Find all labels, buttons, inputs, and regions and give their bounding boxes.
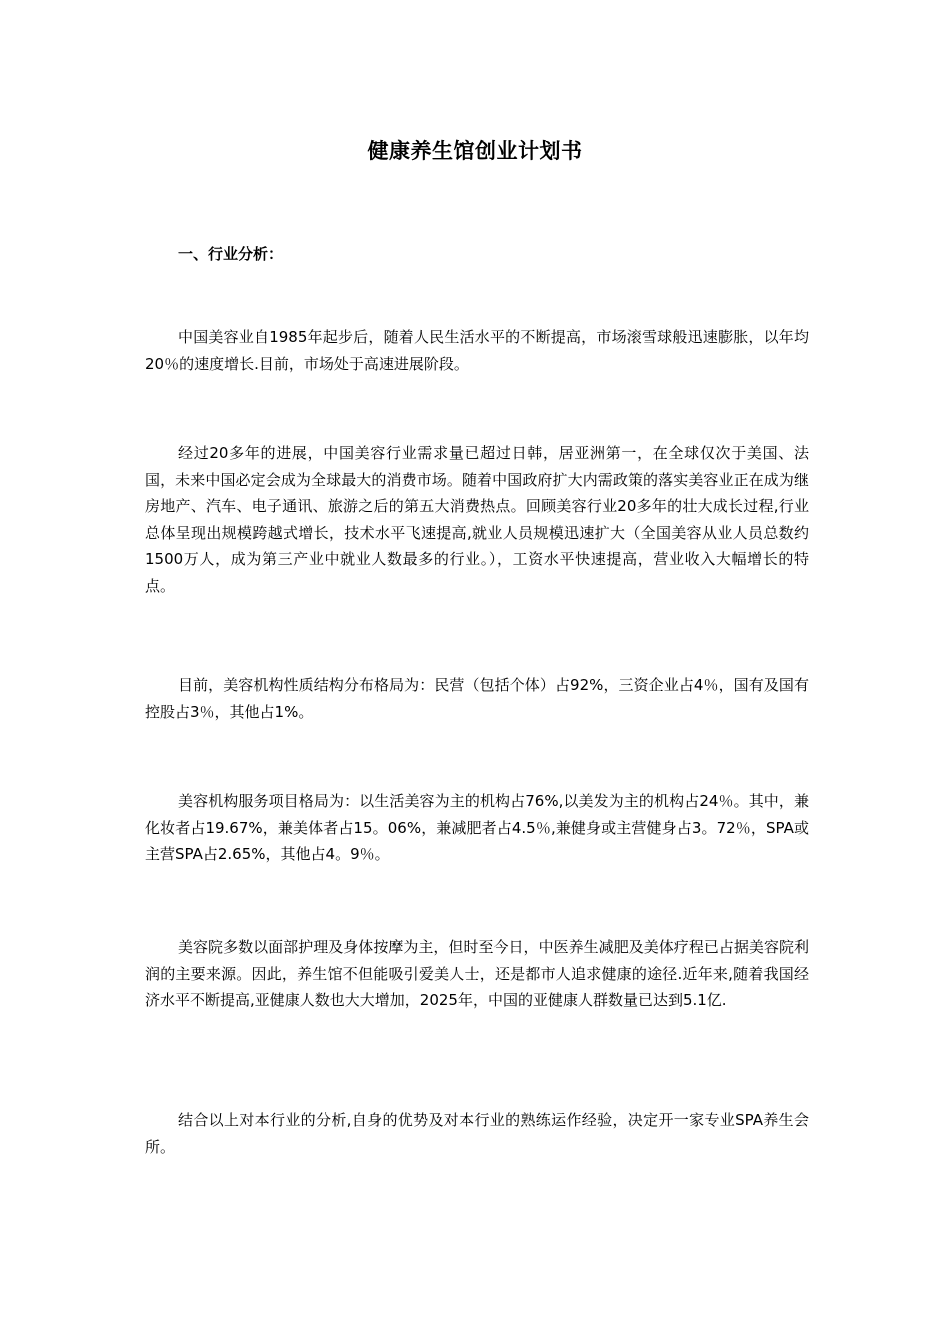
paragraph: 中国美容业自1985年起步后，随着人民生活水平的不断提高，市场滚雪球般迅速膨胀，以年均20％的速度增长.目前，市场处于高速进展阶段。 [145,328,809,373]
document-title: 健康养生馆创业计划书 [367,139,583,163]
paragraph: 结合以上对本行业的分析,自身的优势及对本行业的熟练运作经验，决定开一家专业SPA养生会所。 [145,1111,809,1156]
paragraph: 美容机构服务项目格局为：以生活美容为主的机构占76%,以美发为主的机构占24％。其中，兼化妆者占19.67%，兼美体者占15。06%，兼减肥者占4.5％,兼健身或主营健身占3。72％，SPA或主营SPA占2.65%，其他占4。9％。 [145,792,809,863]
paragraph: 目前，美容机构性质结构分布格局为：民营（包括个体）占92%，三资企业占4％，国有及国有控股占3％，其他占1%。 [145,676,809,721]
paragraph: 美容院多数以面部护理及身体按摩为主，但时至今日，中医养生减肥及美体疗程已占据美容院利润的主要来源。因此，养生馆不但能吸引爱美人士，还是都市人追求健康的途径.近年来,随着我国经济水平不断提高,亚健康人数也大大增加，2025年，中国的亚健康人群数量已达到5.1亿. [145,938,809,1009]
paragraph: 经过20多年的进展，中国美容行业需求量已超过日韩，居亚洲第一，在全球仅次于美国、法国，未来中国必定会成为全球最大的消费市场。随着中国政府扩大内需政策的落实美容业正在成为继房地产、汽车、电子通讯、旅游之后的第五大消费热点。回顾美容行业20多年的壮大成长过程,行业总体呈现出规模跨越式增长，技术水平飞速提高,就业人员规模迅速扩大（全国美容从业人员总数约1500万人，成为第三产业中就业人数最多的行业。），工资水平快速提高，营业收入大幅增长的特点。 [145,444,809,595]
section-heading: 一、行业分析： [178,245,284,263]
